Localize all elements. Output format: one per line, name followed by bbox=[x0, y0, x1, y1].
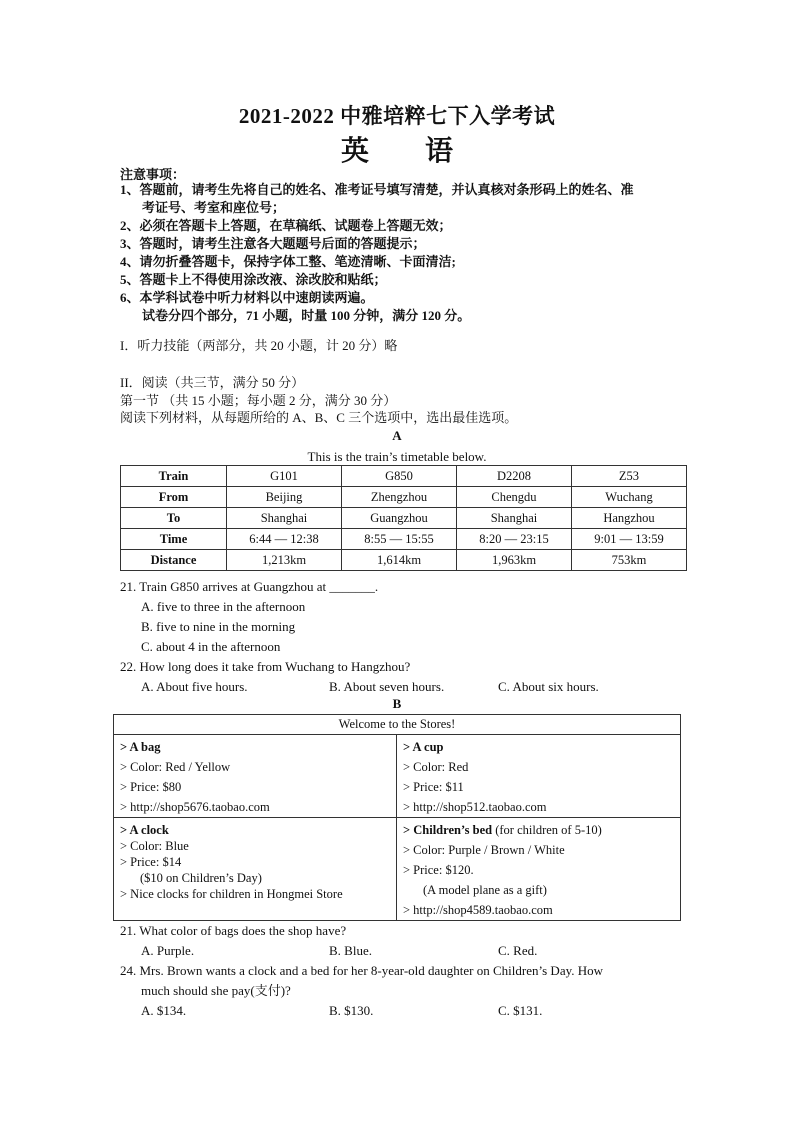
table-cell: Beijing bbox=[227, 487, 342, 508]
row-header: Time bbox=[121, 529, 227, 550]
bed-gift: (A model plane as a gift) bbox=[423, 883, 547, 897]
passage-a-label: A bbox=[392, 428, 402, 443]
table-cell: G850 bbox=[342, 466, 457, 487]
question-24-option-a: A. $134. bbox=[141, 1003, 187, 1018]
question-22-option-a: A. About five hours. bbox=[141, 679, 248, 694]
bag-name: > A bag bbox=[120, 740, 161, 754]
question-22-option-b: B. About seven hours. bbox=[329, 679, 445, 694]
section-part1: 第一节 （共 15 小题；每小题 2 分，满分 30 分） bbox=[120, 393, 397, 408]
store-header: Welcome to the Stores! bbox=[114, 715, 681, 735]
table-cell: Zhengzhou bbox=[342, 487, 457, 508]
notes-heading: 注意事项： bbox=[120, 167, 186, 182]
note-3: 3、答题时，请考生注意各大题题号后面的答题提示； bbox=[120, 236, 426, 251]
row-header: Train bbox=[121, 466, 227, 487]
table-cell: 1,213km bbox=[227, 550, 342, 571]
clock-name: > A clock bbox=[120, 823, 169, 837]
clock-color: > Color: Blue bbox=[120, 839, 189, 853]
bag-url: > http://shop5676.taobao.com bbox=[120, 800, 270, 814]
subject-char-2: 语 bbox=[425, 136, 454, 167]
row-header: From bbox=[121, 487, 227, 508]
table-row bbox=[121, 508, 687, 529]
question-23-option-c: C. Red. bbox=[498, 943, 538, 958]
note-4: 4、请勿折叠答题卡，保持字体工整、笔迹清晰、卡面清洁; bbox=[120, 254, 456, 269]
clock-price: > Price: $14 bbox=[120, 855, 182, 869]
table-row bbox=[121, 487, 687, 508]
table-cell: Shanghai bbox=[227, 508, 342, 529]
table-cell: 9:01 — 13:59 bbox=[572, 529, 687, 550]
table-cell: Shanghai bbox=[457, 508, 572, 529]
section-reading: II．阅读（共三节，满分 50 分） bbox=[120, 375, 305, 390]
store-ads-table bbox=[113, 714, 681, 921]
bed-color: > Color: Purple / Brown / White bbox=[403, 843, 565, 857]
question-24-stem-1: 24. Mrs. Brown wants a clock and a bed for her 8-year-old daughter on Children’s Day. How bbox=[120, 963, 604, 978]
question-24-option-b: B. $130. bbox=[329, 1003, 374, 1018]
ad-bag bbox=[114, 735, 397, 818]
table-cell: 1,963km bbox=[457, 550, 572, 571]
bed-name-line bbox=[403, 820, 674, 840]
question-21-option-b: B. five to nine in the morning bbox=[141, 619, 296, 634]
subject-char-1: 英 bbox=[340, 136, 369, 167]
note-2: 2、必须在答题卡上答题，在草稿纸、试题卷上答题无效； bbox=[120, 218, 452, 233]
train-timetable bbox=[120, 465, 687, 571]
subject-title bbox=[0, 129, 794, 169]
cup-price: > Price: $11 bbox=[403, 780, 464, 794]
table-row bbox=[114, 735, 681, 818]
question-23-option-b: B. Blue. bbox=[329, 943, 372, 958]
table-cell: 8:55 — 15:55 bbox=[342, 529, 457, 550]
table-row bbox=[114, 715, 681, 735]
table-row bbox=[121, 466, 687, 487]
bag-price: > Price: $80 bbox=[120, 780, 182, 794]
table-row bbox=[121, 529, 687, 550]
table-cell: Z53 bbox=[572, 466, 687, 487]
row-header: Distance bbox=[121, 550, 227, 571]
passage-a-intro: This is the train’s timetable below. bbox=[307, 449, 487, 464]
question-23-option-a: A. Purple. bbox=[141, 943, 195, 958]
table-cell: 8:20 — 23:15 bbox=[457, 529, 572, 550]
note-1: 1、答题前，请考生先将自己的姓名、准考证号填写清楚，并认真核对条形码上的姓名、准 bbox=[120, 182, 634, 197]
section-instruction: 阅读下列材料，从每题所给的 A、B、C 三个选项中，选出最佳选项。 bbox=[120, 410, 518, 425]
table-cell: Hangzhou bbox=[572, 508, 687, 529]
bed-url: > http://shop4589.taobao.com bbox=[403, 903, 553, 917]
table-cell: 753km bbox=[572, 550, 687, 571]
clock-discount: ($10 on Children’s Day) bbox=[140, 871, 262, 885]
row-header: To bbox=[121, 508, 227, 529]
question-23-stem: 21. What color of bags does the shop have? bbox=[120, 923, 347, 938]
bed-price: > Price: $120. bbox=[403, 863, 474, 877]
note-5: 5、答题卡上不得使用涂改液、涂改胶和贴纸； bbox=[120, 272, 387, 287]
note-summary: 试卷分四个部分，71 小题，时量 100 分钟，满分 120 分。 bbox=[142, 308, 471, 323]
table-row bbox=[121, 550, 687, 571]
cup-color: > Color: Red bbox=[403, 760, 469, 774]
table-cell: G101 bbox=[227, 466, 342, 487]
section-listening: I．听力技能（两部分，共 20 小题，计 20 分）略 bbox=[120, 338, 398, 353]
table-cell: 1,614km bbox=[342, 550, 457, 571]
ad-cup bbox=[397, 735, 681, 818]
question-24-option-c: C. $131. bbox=[498, 1003, 543, 1018]
question-21-option-c: C. about 4 in the afternoon bbox=[141, 639, 281, 654]
table-cell: 6:44 — 12:38 bbox=[227, 529, 342, 550]
table-cell: Wuchang bbox=[572, 487, 687, 508]
note-1-cont: 考证号、考室和座位号； bbox=[142, 200, 286, 215]
ad-bed bbox=[397, 818, 681, 921]
bed-name-extra: (for children of 5-10) bbox=[492, 823, 602, 837]
question-21-option-a: A. five to three in the afternoon bbox=[141, 599, 306, 614]
cup-name: > A cup bbox=[403, 740, 444, 754]
question-21-stem: 21. Train G850 arrives at Guangzhou at _______. bbox=[120, 579, 379, 594]
table-cell: Guangzhou bbox=[342, 508, 457, 529]
question-22-option-c: C. About six hours. bbox=[498, 679, 599, 694]
question-24-stem-2: much should she pay(支付)? bbox=[141, 983, 291, 998]
passage-b-label: B bbox=[392, 696, 402, 711]
bag-color: > Color: Red / Yellow bbox=[120, 760, 231, 774]
clock-note: > Nice clocks for children in Hongmei Store bbox=[120, 887, 343, 901]
note-6: 6、本学科试卷中听力材料以中速朗读两遍。 bbox=[120, 290, 374, 305]
table-row bbox=[114, 818, 681, 921]
bed-name: > Children’s bed bbox=[403, 823, 493, 837]
table-cell: D2208 bbox=[457, 466, 572, 487]
cup-url: > http://shop512.taobao.com bbox=[403, 800, 547, 814]
question-22-stem: 22. How long does it take from Wuchang to Hangzhou? bbox=[120, 659, 411, 674]
ad-clock bbox=[114, 818, 397, 921]
exam-title: 2021-2022 中雅培粹七下入学考试 bbox=[238, 104, 556, 128]
table-cell: Chengdu bbox=[457, 487, 572, 508]
